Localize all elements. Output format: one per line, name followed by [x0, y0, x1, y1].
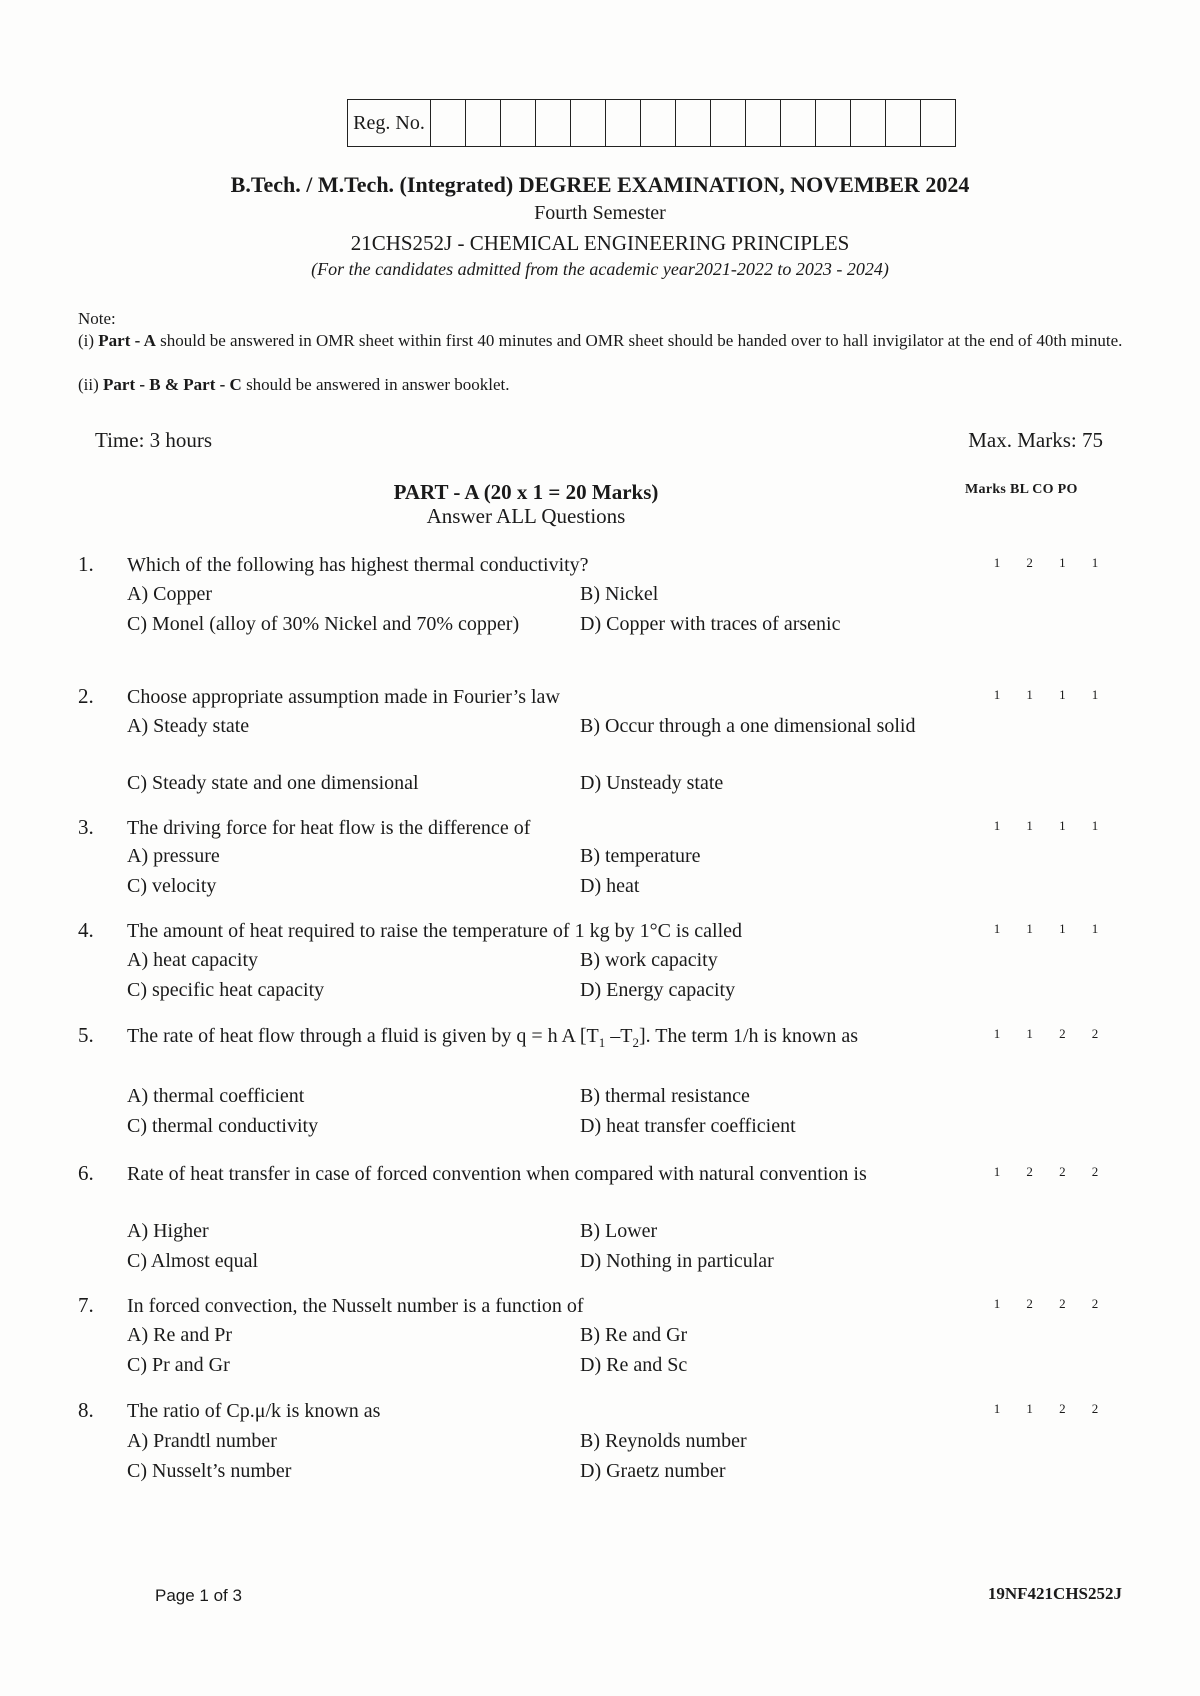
option-c: C) Nusselt’s number — [127, 1460, 292, 1482]
question-number: 8. — [78, 1398, 94, 1422]
question-number: 1. — [78, 552, 94, 576]
reg-no-cell[interactable] — [431, 100, 466, 146]
part-a-subtitle: Answer ALL Questions — [426, 504, 626, 528]
bl-value: 2 — [1026, 555, 1033, 570]
question-text: Choose appropriate assumption made in Fourier’s law — [127, 686, 560, 708]
reg-no-cell[interactable] — [746, 100, 781, 146]
question-text: The driving force for heat flow is the difference of — [127, 817, 531, 839]
co-value: 2 — [1059, 1401, 1066, 1416]
option-b: B) Re and Gr — [580, 1324, 688, 1346]
reg-no-cell[interactable] — [781, 100, 816, 146]
option-a: A) pressure — [127, 845, 220, 867]
option-a: A) Prandtl number — [127, 1430, 277, 1452]
option-c: C) Almost equal — [127, 1250, 259, 1272]
question-text: Rate of heat transfer in case of forced convention when compared with natural convention is — [127, 1163, 867, 1185]
marks-value: 1 — [993, 1026, 1001, 1041]
question-marks — [986, 1296, 1106, 1312]
reg-no-cell[interactable] — [886, 100, 921, 146]
question-text: The amount of heat required to raise the temperature of 1 kg by 1°C is called — [127, 920, 743, 942]
reg-no-cell[interactable] — [851, 100, 886, 146]
po-value: 2 — [1091, 1296, 1099, 1311]
option-d: D) Nothing in particular — [580, 1250, 774, 1272]
option-a: A) Steady state — [127, 715, 250, 737]
page-number: Page 1 of 3 — [155, 1586, 242, 1605]
option-b: B) Reynolds number — [580, 1430, 747, 1452]
marks-value: 1 — [993, 818, 1001, 833]
semester: Fourth Semester — [534, 202, 666, 224]
reg-no-cell[interactable] — [921, 100, 955, 146]
question-text: The rate of heat flow through a fluid is given by q = h A [$T_1$ $-T_2$]. The term 1/h is known as — [127, 1025, 858, 1050]
question-marks — [986, 687, 1106, 703]
time-label: Time: 3 hours — [95, 428, 213, 452]
bl-value: 1 — [1026, 818, 1033, 833]
reg-no-cell[interactable] — [571, 100, 606, 146]
reg-no-cell[interactable] — [501, 100, 536, 146]
question-marks — [986, 921, 1106, 937]
reg-no-cell[interactable] — [711, 100, 746, 146]
reg-no-cell[interactable] — [816, 100, 851, 146]
reg-no-cell[interactable] — [466, 100, 501, 146]
po-value: 2 — [1091, 1026, 1099, 1041]
question-marks — [986, 1401, 1106, 1417]
po-value: 1 — [1091, 921, 1099, 936]
question-number: 4. — [78, 918, 94, 942]
question-text: In forced convection, the Nusselt number is a function of — [127, 1295, 584, 1317]
marks-value: 1 — [993, 1401, 1001, 1416]
option-c: C) Pr and Gr — [127, 1354, 230, 1376]
option-b: B) thermal resistance — [580, 1085, 750, 1107]
question-number: 5. — [78, 1023, 94, 1047]
question-marks — [986, 1164, 1106, 1180]
option-b: B) Nickel — [580, 583, 659, 605]
marks-value: 1 — [993, 687, 1001, 702]
note-line-2: (ii) Part - B & Part - C should be answered in answer booklet. — [78, 375, 510, 394]
marks-value: 1 — [993, 1296, 1001, 1311]
bl-value: 2 — [1026, 1164, 1033, 1179]
question-number: 7. — [78, 1293, 94, 1317]
question-text: The ratio of Cp.μ/k is known as — [127, 1400, 381, 1422]
marks-value: 1 — [993, 921, 1001, 936]
question-number: 2. — [78, 684, 94, 708]
bl-value: 1 — [1026, 687, 1033, 702]
option-b: B) temperature — [580, 845, 701, 867]
option-d: D) Re and Sc — [580, 1354, 688, 1376]
question-marks — [986, 818, 1106, 834]
option-d: D) Energy capacity — [580, 979, 736, 1001]
max-marks-label: Max. Marks: 75 — [968, 428, 1103, 452]
po-value: 2 — [1091, 1401, 1099, 1416]
note-heading: Note: — [78, 309, 116, 328]
paper-code: 19NF421CHS252J — [987, 1584, 1122, 1603]
question-marks — [986, 555, 1106, 571]
co-value: 1 — [1059, 687, 1066, 702]
option-a: A) heat capacity — [127, 949, 259, 971]
reg-no-cell[interactable] — [641, 100, 676, 146]
po-value: 2 — [1091, 1164, 1099, 1179]
po-value: 1 — [1091, 687, 1099, 702]
option-d: D) Unsteady state — [580, 772, 724, 794]
option-a: A) Re and Pr — [127, 1324, 232, 1346]
co-value: 2 — [1059, 1296, 1066, 1311]
option-c: C) velocity — [127, 875, 217, 897]
option-b: B) Lower — [580, 1220, 658, 1242]
exam-title: B.Tech. / M.Tech. (Integrated) DEGREE EXAMINATION, NOVEMBER 2024 — [230, 172, 970, 197]
reg-no-box — [347, 99, 956, 147]
option-a: A) Higher — [127, 1220, 209, 1242]
option-c: C) thermal conductivity — [127, 1115, 319, 1137]
option-b: B) Occur through a one dimensional solid — [580, 715, 916, 737]
option-c: C) specific heat capacity — [127, 979, 325, 1001]
bl-value: 1 — [1026, 1401, 1033, 1416]
option-b: B) work capacity — [580, 949, 718, 971]
reg-no-cell[interactable] — [536, 100, 571, 146]
option-d: D) Graetz number — [580, 1460, 726, 1482]
co-value: 2 — [1059, 1164, 1066, 1179]
co-value: 1 — [1059, 555, 1066, 570]
part-a-title: PART - A (20 x 1 = 20 Marks) — [393, 480, 659, 504]
option-a: A) Copper — [127, 583, 212, 605]
reg-no-label: Reg. No. — [348, 100, 431, 146]
bl-value: 1 — [1026, 1026, 1033, 1041]
option-a: A) thermal coefficient — [127, 1085, 305, 1107]
question-number: 3. — [78, 815, 94, 839]
note-line-1: (i) Part - A should be answered in OMR sheet within first 40 minutes and OMR sheet should be handed over to hall invigilator at the end of 40th minute. — [78, 331, 1123, 350]
co-value: 1 — [1059, 818, 1066, 833]
option-c: C) Steady state and one dimensional — [127, 772, 419, 794]
course-title: 21CHS252J - CHEMICAL ENGINEERING PRINCIPLES — [350, 231, 850, 255]
reg-no-cell[interactable] — [606, 100, 641, 146]
po-value: 1 — [1091, 555, 1099, 570]
option-d: D) Copper with traces of arsenic — [580, 613, 841, 635]
co-value: 1 — [1059, 921, 1066, 936]
marks-columns-header: Marks BL CO PO — [965, 482, 1078, 497]
option-d: D) heat transfer coefficient — [580, 1115, 796, 1137]
marks-value: 1 — [993, 555, 1001, 570]
question-number: 6. — [78, 1161, 94, 1185]
co-value: 2 — [1059, 1026, 1066, 1041]
option-d: D) heat — [580, 875, 640, 897]
question-marks — [986, 1026, 1106, 1042]
admitted-note: (For the candidates admitted from the academic year2021-2022 to 2023 - 2024) — [311, 259, 889, 279]
marks-value: 1 — [993, 1164, 1001, 1179]
reg-no-cell[interactable] — [676, 100, 711, 146]
bl-value: 1 — [1026, 921, 1033, 936]
option-c: C) Monel (alloy of 30% Nickel and 70% copper) — [127, 613, 520, 635]
part-a-heading — [330, 480, 722, 528]
question-text: Which of the following has highest thermal conductivity? — [127, 554, 589, 576]
po-value: 1 — [1091, 818, 1099, 833]
bl-value: 2 — [1026, 1296, 1033, 1311]
